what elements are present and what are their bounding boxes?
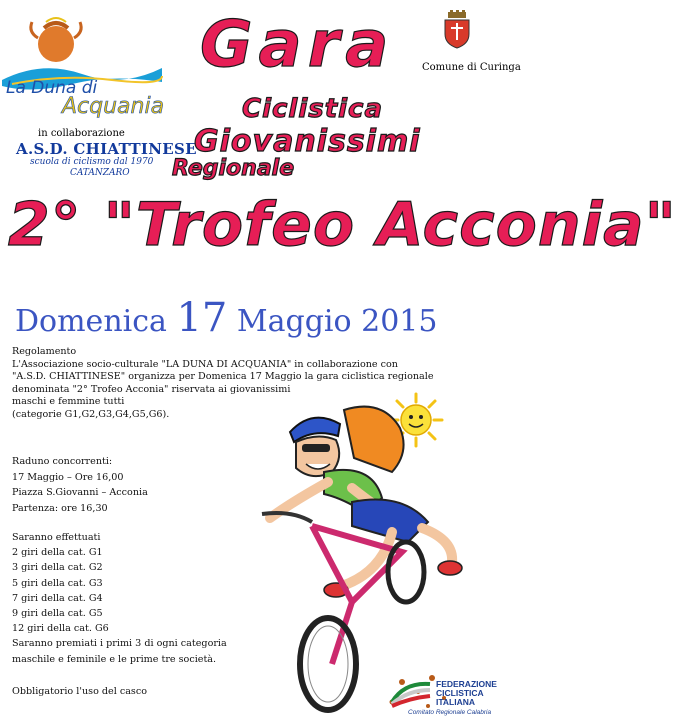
federazione-line2: CICLISTICA [436,688,484,698]
raduno-line: Piazza S.Giovanni – Acconia [12,487,148,498]
giri-line: Saranno premiati i primi 3 di ogni categoria [12,638,227,650]
logo-asd: A.S.D. CHIATTINESE [16,140,197,158]
logo-collab: in collaborazione [38,128,125,139]
giri-line: maschile e feminile e le prime tre società. [12,653,217,665]
raduno-section [12,454,148,516]
giri-section [12,530,227,667]
title-ciclistica: Ciclistica [242,94,384,124]
giri-line: 12 giri della cat. G6 [12,623,109,635]
date-month-year: Maggio 2015 [227,304,438,339]
logo-city: CATANZARO [70,168,130,178]
date-day: 17 [176,295,228,341]
title-regionale: Regionale [172,156,295,181]
cyclist-illustration [232,402,464,714]
regolamento-line: (categorie G1,G2,G3,G4,G5,G6). [12,408,170,420]
amphora-icon [20,8,92,66]
federazione-text [436,680,497,707]
federazione-line3: ITALIANA [436,697,476,707]
event-date [15,295,437,341]
logo-title-part1: La Duna [6,78,77,98]
giri-line: 5 giri della cat. G3 [12,577,103,589]
title-trofeo: 2° "Trofeo Acconia" [8,190,677,260]
raduno-line: 17 Maggio – Ore 16,00 [12,471,124,483]
obbligo-text: Obbligatorio l'uso del casco [12,686,147,697]
giri-line: 2 giri della cat. G1 [12,547,103,559]
federazione-sub: Comitato Regionale Calabria [408,709,492,716]
comune-label: Comune di Curinga [422,62,521,73]
logo-title-part2: di [76,78,98,98]
title-giovanissimi: Giovanissimi [194,124,421,159]
giri-line: 9 giri della cat. G5 [12,608,103,620]
federazione-line1: FEDERAZIONE [436,679,497,689]
logo-title-acquania: Acquania [62,94,165,119]
regolamento-line: maschi e femmine tutti [12,396,125,408]
regolamento-line: "A.S.D. CHIATTINESE" organizza per Domenica 17 Maggio la gara ciclistica regionale [12,371,434,383]
giri-line: 3 giri della cat. G2 [12,562,103,574]
raduno-line: Partenza: ore 16,30 [12,502,108,514]
regolamento-line: L'Associazione socio-culturale "LA DUNA DI ACQUANIA" in collaborazione con [12,358,398,370]
date-day-name: Domenica [15,304,177,339]
regolamento-line: denominata "2° Trofeo Acconia" riservata ai giovanissimi [12,383,291,395]
giri-heading: Saranno effettuati [12,532,101,543]
comune-crest-icon [442,10,472,48]
raduno-heading: Raduno concorrenti: [12,456,113,467]
federazione-logo-icon [390,678,432,708]
logo-scuola: scuola di ciclismo dal 1970 [30,157,154,167]
title-gara: Gara [200,8,395,82]
regolamento-heading: Regolamento [12,346,77,357]
giri-line: 7 giri della cat. G4 [12,592,103,604]
